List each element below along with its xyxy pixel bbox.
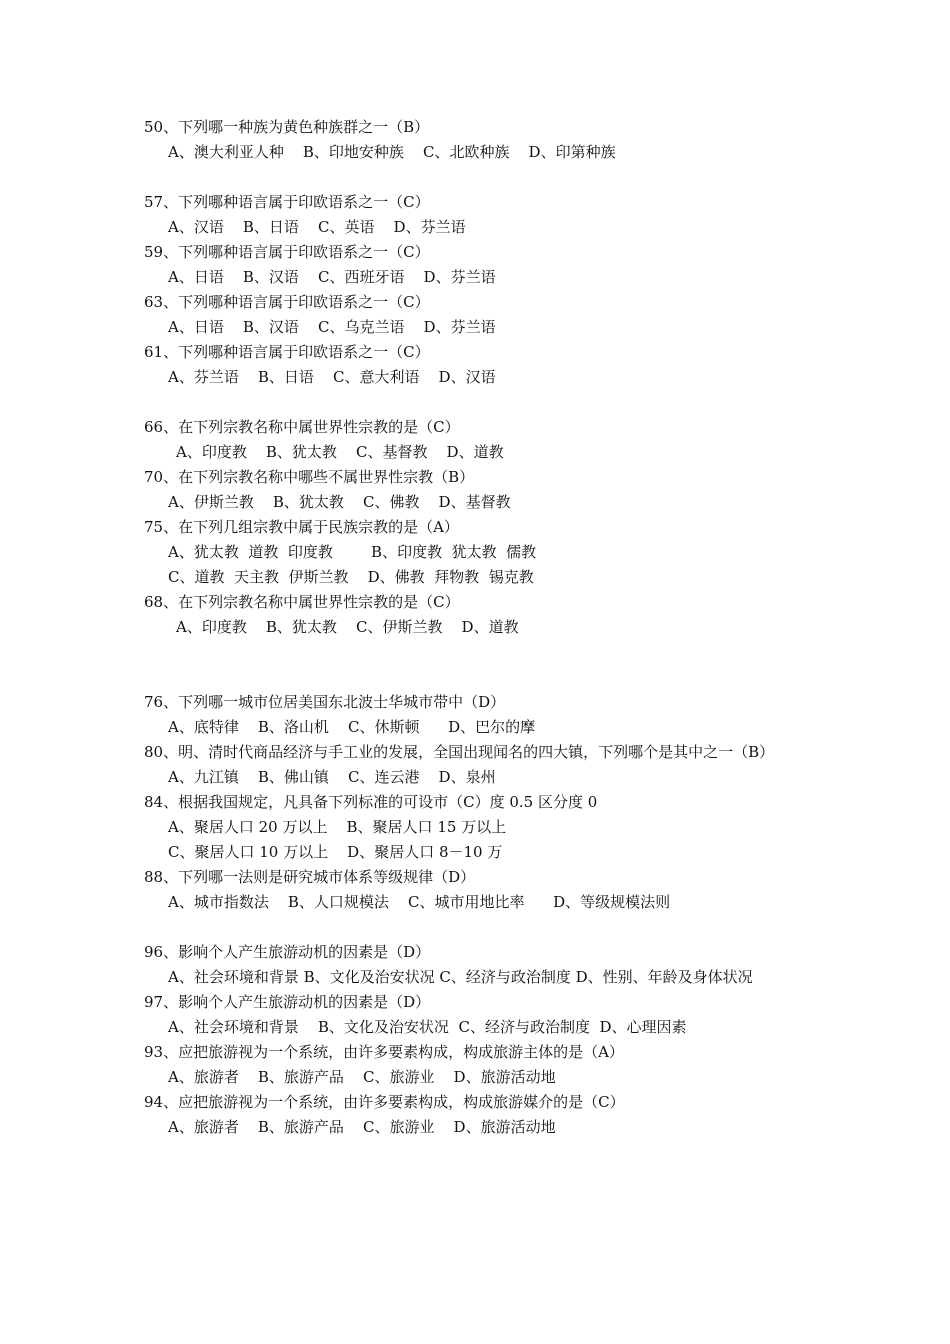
answer-options: C、道教 天主教 伊斯兰教 D、佛教 拜物教 锡克教 — [168, 568, 534, 586]
answer-options: A、芬兰语 B、日语 C、意大利语 D、汉语 — [168, 368, 496, 386]
question-text: 57、下列哪种语言属于印欧语系之一（C） — [144, 193, 430, 211]
question-text: 84、根据我国规定，凡具备下列标准的可设市（C）度 0.5 区分度 0 — [144, 793, 598, 811]
question-text: 59、下列哪种语言属于印欧语系之一（C） — [144, 243, 430, 261]
answer-options: A、澳大利亚人种 B、印地安种族 C、北欧种族 D、印第种族 — [168, 143, 616, 161]
question-text: 94、应把旅游视为一个系统，由许多要素构成，构成旅游媒介的是（C） — [144, 1093, 625, 1111]
answer-options: A、城市指数法 B、人口规模法 C、城市用地比率 D、等级规模法则 — [168, 893, 671, 911]
question-text: 76、下列哪一城市位居美国东北波士华城市带中（D） — [144, 693, 506, 711]
answer-options: A、底特律 B、洛山机 C、休斯顿 D、巴尔的摩 — [168, 718, 536, 736]
answer-options: A、伊斯兰教 B、犹太教 C、佛教 D、基督教 — [168, 493, 511, 511]
answer-options: A、社会环境和背景 B、文化及治安状况 C、经济与政治制度 D、性别、年龄及身体状况 — [168, 968, 753, 986]
answer-options: A、旅游者 B、旅游产品 C、旅游业 D、旅游活动地 — [168, 1068, 556, 1086]
answer-options: A、九江镇 B、佛山镇 C、连云港 D、泉州 — [168, 768, 496, 786]
question-text: 63、下列哪种语言属于印欧语系之一（C） — [144, 293, 430, 311]
blank-line — [144, 390, 824, 415]
answer-options: A、旅游者 B、旅游产品 C、旅游业 D、旅游活动地 — [168, 1118, 556, 1136]
answer-options: A、聚居人口 20 万以上 B、聚居人口 15 万以上 — [168, 818, 507, 836]
question-text: 68、在下列宗教名称中属世界性宗教的是（C） — [144, 593, 460, 611]
answer-options: A、印度教 B、犹太教 C、伊斯兰教 D、道教 — [176, 618, 519, 636]
question-text: 88、下列哪一法则是研究城市体系等级规律（D） — [144, 868, 476, 886]
question-text: 80、明、清时代商品经济与手工业的发展，全国出现闻名的四大镇，下列哪个是其中之一（B） — [144, 743, 775, 761]
blank-line — [144, 915, 824, 940]
answer-options: A、日语 B、汉语 C、乌克兰语 D、芬兰语 — [168, 318, 496, 336]
question-text: 66、在下列宗教名称中属世界性宗教的是（C） — [144, 418, 460, 436]
blank-line — [144, 165, 824, 190]
question-text: 50、下列哪一种族为黄色种族群之一（B） — [144, 118, 430, 136]
answer-options: A、社会环境和背景 B、文化及治安状况 C、经济与政治制度 D、心理因素 — [168, 1018, 687, 1036]
answer-options: A、汉语 B、日语 C、英语 D、芬兰语 — [168, 218, 466, 236]
question-text: 96、影响个人产生旅游动机的因素是（D） — [144, 943, 431, 961]
question-text: 93、应把旅游视为一个系统，由许多要素构成，构成旅游主体的是（A） — [144, 1043, 624, 1061]
question-text: 61、下列哪种语言属于印欧语系之一（C） — [144, 343, 430, 361]
question-list — [144, 115, 824, 1140]
answer-options: A、印度教 B、犹太教 C、基督教 D、道教 — [176, 443, 504, 461]
question-text: 70、在下列宗教名称中哪些不属世界性宗教（B） — [144, 468, 475, 486]
answer-options: A、日语 B、汉语 C、西班牙语 D、芬兰语 — [168, 268, 496, 286]
answer-options: A、犹太教 道教 印度教 B、印度教 犹太教 儒教 — [168, 543, 537, 561]
answer-options: C、聚居人口 10 万以上 D、聚居人口 8－10 万 — [168, 843, 503, 861]
blank-line — [144, 640, 824, 690]
question-text: 97、影响个人产生旅游动机的因素是（D） — [144, 993, 431, 1011]
question-text: 75、在下列几组宗教中属于民族宗教的是（A） — [144, 518, 459, 536]
